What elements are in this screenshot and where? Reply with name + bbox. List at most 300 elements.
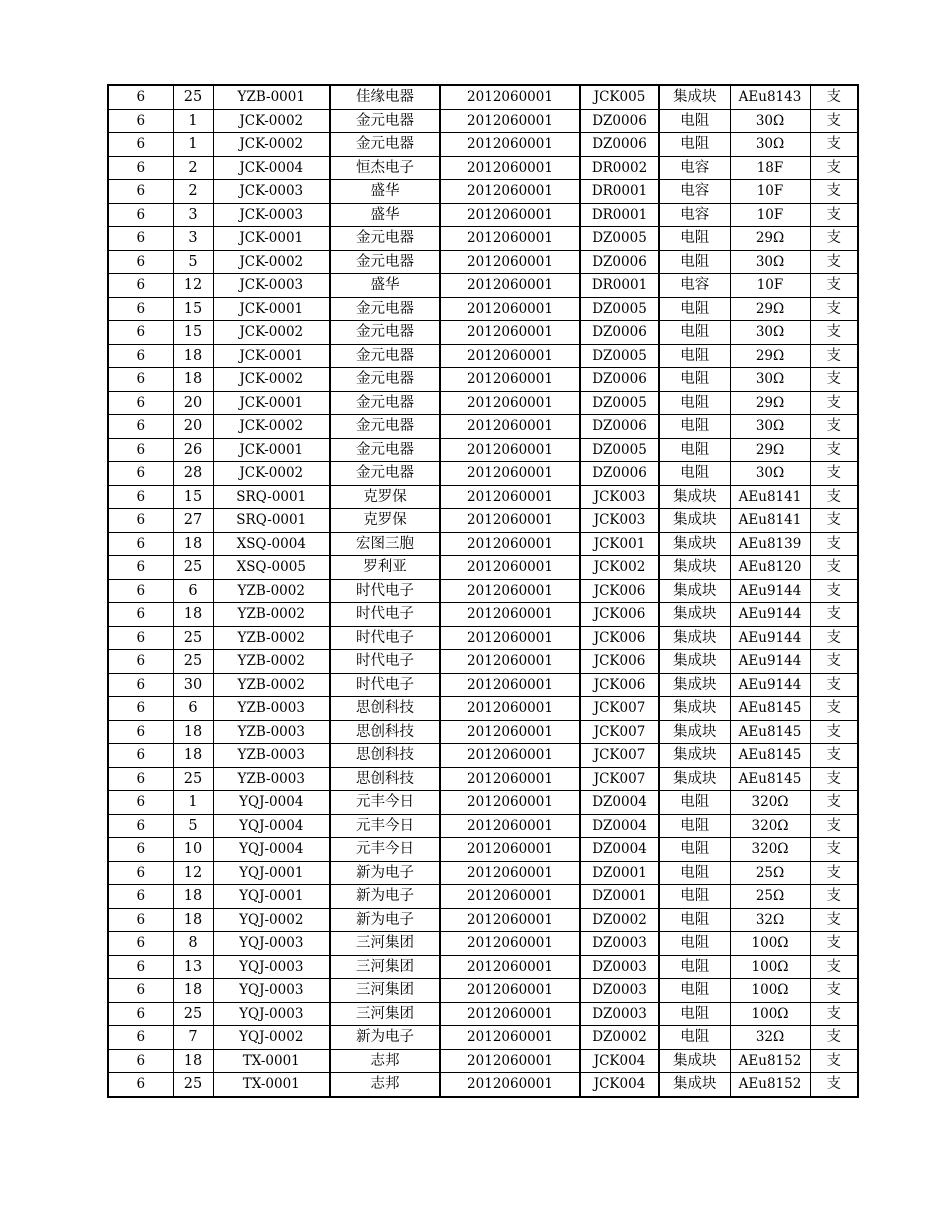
spec-cell: AEu8145	[730, 744, 810, 768]
spec-cell: AEu8145	[730, 697, 810, 721]
table-row	[108, 415, 858, 439]
order-number-cell: 2012060001	[440, 368, 580, 392]
supplier-name-cell: 佳缘电器	[330, 85, 440, 109]
supplier-name-cell: 新为电子	[330, 1026, 440, 1050]
order-number-cell: 2012060001	[440, 744, 580, 768]
supplier-name-cell: 三河集团	[330, 955, 440, 979]
month-cell: 6	[108, 1049, 173, 1073]
part-code-cell: DZ0003	[580, 932, 659, 956]
unit-cell: 支	[810, 203, 858, 227]
table-row	[108, 791, 858, 815]
part-type-cell: 电容	[659, 180, 730, 204]
customer-code-cell: JCK-0001	[213, 227, 330, 251]
part-type-cell: 电阻	[659, 297, 730, 321]
supplier-name-cell: 罗利亚	[330, 556, 440, 580]
order-number-cell: 2012060001	[440, 297, 580, 321]
unit-cell: 支	[810, 438, 858, 462]
table-row	[108, 720, 858, 744]
table-row	[108, 673, 858, 697]
part-type-cell: 集成块	[659, 485, 730, 509]
spec-cell: 30Ω	[730, 321, 810, 345]
day-cell: 18	[173, 885, 213, 909]
day-cell: 18	[173, 344, 213, 368]
order-number-cell: 2012060001	[440, 203, 580, 227]
table-row	[108, 85, 858, 109]
table-row	[108, 861, 858, 885]
table-row	[108, 744, 858, 768]
spec-cell: AEu8152	[730, 1073, 810, 1097]
part-type-cell: 电阻	[659, 133, 730, 157]
day-cell: 12	[173, 274, 213, 298]
part-code-cell: DZ0006	[580, 321, 659, 345]
supplier-name-cell: 恒杰电子	[330, 156, 440, 180]
month-cell: 6	[108, 344, 173, 368]
part-type-cell: 电阻	[659, 438, 730, 462]
customer-code-cell: YQJ-0002	[213, 1026, 330, 1050]
supplier-name-cell: 金元电器	[330, 133, 440, 157]
part-code-cell: JCK006	[580, 603, 659, 627]
supplier-name-cell: 思创科技	[330, 744, 440, 768]
table-row	[108, 932, 858, 956]
part-type-cell: 集成块	[659, 650, 730, 674]
customer-code-cell: YQJ-0004	[213, 814, 330, 838]
table-row	[108, 1026, 858, 1050]
part-code-cell: DZ0003	[580, 1002, 659, 1026]
day-cell: 25	[173, 1002, 213, 1026]
unit-cell: 支	[810, 485, 858, 509]
customer-code-cell: YZB-0002	[213, 579, 330, 603]
order-number-cell: 2012060001	[440, 1073, 580, 1097]
customer-code-cell: TX-0001	[213, 1073, 330, 1097]
month-cell: 6	[108, 579, 173, 603]
part-code-cell: DZ0004	[580, 791, 659, 815]
unit-cell: 支	[810, 344, 858, 368]
day-cell: 1	[173, 791, 213, 815]
supplier-name-cell: 盛华	[330, 274, 440, 298]
customer-code-cell: YZB-0003	[213, 767, 330, 791]
spec-cell: AEu8141	[730, 485, 810, 509]
part-type-cell: 电阻	[659, 1002, 730, 1026]
spec-cell: 29Ω	[730, 391, 810, 415]
month-cell: 6	[108, 650, 173, 674]
supplier-name-cell: 盛华	[330, 203, 440, 227]
customer-code-cell: YQJ-0001	[213, 861, 330, 885]
supplier-name-cell: 思创科技	[330, 697, 440, 721]
month-cell: 6	[108, 979, 173, 1003]
part-code-cell: DZ0006	[580, 462, 659, 486]
supplier-name-cell: 金元电器	[330, 438, 440, 462]
day-cell: 28	[173, 462, 213, 486]
supplier-name-cell: 金元电器	[330, 297, 440, 321]
part-type-cell: 电容	[659, 203, 730, 227]
part-code-cell: DR0002	[580, 156, 659, 180]
customer-code-cell: YZB-0003	[213, 697, 330, 721]
supplier-name-cell: 志邦	[330, 1049, 440, 1073]
customer-code-cell: JCK-0001	[213, 297, 330, 321]
table-row	[108, 814, 858, 838]
part-type-cell: 电阻	[659, 344, 730, 368]
table-row	[108, 180, 858, 204]
supplier-name-cell: 克罗保	[330, 485, 440, 509]
spec-cell: 10F	[730, 274, 810, 298]
supplier-name-cell: 元丰今日	[330, 838, 440, 862]
table-row	[108, 908, 858, 932]
part-code-cell: JCK003	[580, 509, 659, 533]
part-type-cell: 电阻	[659, 932, 730, 956]
unit-cell: 支	[810, 368, 858, 392]
part-type-cell: 电阻	[659, 321, 730, 345]
spec-cell: 25Ω	[730, 885, 810, 909]
supplier-name-cell: 时代电子	[330, 626, 440, 650]
order-number-cell: 2012060001	[440, 979, 580, 1003]
table-row	[108, 1073, 858, 1097]
part-code-cell: JCK007	[580, 767, 659, 791]
part-code-cell: JCK006	[580, 650, 659, 674]
part-code-cell: DZ0005	[580, 227, 659, 251]
order-number-cell: 2012060001	[440, 1026, 580, 1050]
unit-cell: 支	[810, 955, 858, 979]
part-code-cell: DZ0002	[580, 1026, 659, 1050]
customer-code-cell: YZB-0003	[213, 744, 330, 768]
part-type-cell: 集成块	[659, 1073, 730, 1097]
month-cell: 6	[108, 673, 173, 697]
month-cell: 6	[108, 720, 173, 744]
order-number-cell: 2012060001	[440, 156, 580, 180]
customer-code-cell: TX-0001	[213, 1049, 330, 1073]
supplier-name-cell: 金元电器	[330, 321, 440, 345]
day-cell: 18	[173, 744, 213, 768]
order-number-cell: 2012060001	[440, 250, 580, 274]
part-type-cell: 集成块	[659, 626, 730, 650]
unit-cell: 支	[810, 626, 858, 650]
table-row	[108, 133, 858, 157]
unit-cell: 支	[810, 767, 858, 791]
supplier-name-cell: 金元电器	[330, 227, 440, 251]
month-cell: 6	[108, 814, 173, 838]
part-type-cell: 电阻	[659, 391, 730, 415]
part-code-cell: DZ0001	[580, 861, 659, 885]
day-cell: 30	[173, 673, 213, 697]
order-number-cell: 2012060001	[440, 1049, 580, 1073]
table-row	[108, 391, 858, 415]
unit-cell: 支	[810, 744, 858, 768]
order-number-cell: 2012060001	[440, 908, 580, 932]
supplier-name-cell: 金元电器	[330, 391, 440, 415]
order-number-cell: 2012060001	[440, 932, 580, 956]
order-number-cell: 2012060001	[440, 814, 580, 838]
part-code-cell: DZ0004	[580, 814, 659, 838]
spec-cell: AEu8139	[730, 532, 810, 556]
order-number-cell: 2012060001	[440, 438, 580, 462]
part-type-cell: 集成块	[659, 556, 730, 580]
table-row	[108, 838, 858, 862]
spec-cell: AEu8143	[730, 85, 810, 109]
part-code-cell: JCK007	[580, 697, 659, 721]
customer-code-cell: YZB-0002	[213, 673, 330, 697]
order-number-cell: 2012060001	[440, 274, 580, 298]
customer-code-cell: YQJ-0003	[213, 979, 330, 1003]
day-cell: 7	[173, 1026, 213, 1050]
table-row	[108, 979, 858, 1003]
unit-cell: 支	[810, 979, 858, 1003]
supplier-name-cell: 金元电器	[330, 344, 440, 368]
customer-code-cell: YQJ-0003	[213, 955, 330, 979]
spec-cell: AEu9144	[730, 626, 810, 650]
spec-cell: 320Ω	[730, 791, 810, 815]
customer-code-cell: SRQ-0001	[213, 509, 330, 533]
spec-cell: 100Ω	[730, 932, 810, 956]
supplier-name-cell: 盛华	[330, 180, 440, 204]
spec-cell: 100Ω	[730, 955, 810, 979]
day-cell: 1	[173, 133, 213, 157]
supplier-name-cell: 时代电子	[330, 650, 440, 674]
table-row	[108, 438, 858, 462]
day-cell: 25	[173, 85, 213, 109]
spec-cell: 320Ω	[730, 838, 810, 862]
order-number-cell: 2012060001	[440, 321, 580, 345]
part-type-cell: 集成块	[659, 579, 730, 603]
table-row	[108, 109, 858, 133]
part-type-cell: 集成块	[659, 720, 730, 744]
table-row	[108, 368, 858, 392]
month-cell: 6	[108, 885, 173, 909]
table-row	[108, 297, 858, 321]
day-cell: 1	[173, 109, 213, 133]
month-cell: 6	[108, 438, 173, 462]
table-row	[108, 1049, 858, 1073]
spec-cell: 29Ω	[730, 227, 810, 251]
order-number-cell: 2012060001	[440, 556, 580, 580]
customer-code-cell: YZB-0002	[213, 626, 330, 650]
supplier-name-cell: 思创科技	[330, 720, 440, 744]
spec-cell: AEu9144	[730, 650, 810, 674]
month-cell: 6	[108, 321, 173, 345]
table-row	[108, 250, 858, 274]
spec-cell: AEu8145	[730, 767, 810, 791]
part-code-cell: DZ0006	[580, 368, 659, 392]
part-type-cell: 电阻	[659, 979, 730, 1003]
month-cell: 6	[108, 744, 173, 768]
month-cell: 6	[108, 532, 173, 556]
spec-cell: AEu8145	[730, 720, 810, 744]
supplier-name-cell: 金元电器	[330, 109, 440, 133]
part-type-cell: 电阻	[659, 368, 730, 392]
supplier-name-cell: 志邦	[330, 1073, 440, 1097]
part-code-cell: JCK004	[580, 1049, 659, 1073]
supplier-name-cell: 克罗保	[330, 509, 440, 533]
table-row	[108, 462, 858, 486]
month-cell: 6	[108, 297, 173, 321]
supplier-name-cell: 金元电器	[330, 415, 440, 439]
part-code-cell: JCK007	[580, 720, 659, 744]
customer-code-cell: JCK-0002	[213, 250, 330, 274]
customer-code-cell: XSQ-0004	[213, 532, 330, 556]
month-cell: 6	[108, 955, 173, 979]
unit-cell: 支	[810, 720, 858, 744]
month-cell: 6	[108, 697, 173, 721]
unit-cell: 支	[810, 391, 858, 415]
order-number-cell: 2012060001	[440, 532, 580, 556]
part-code-cell: DZ0006	[580, 133, 659, 157]
unit-cell: 支	[810, 861, 858, 885]
day-cell: 18	[173, 603, 213, 627]
part-type-cell: 集成块	[659, 532, 730, 556]
supplier-name-cell: 新为电子	[330, 885, 440, 909]
order-number-cell: 2012060001	[440, 650, 580, 674]
supplier-name-cell: 思创科技	[330, 767, 440, 791]
month-cell: 6	[108, 1073, 173, 1097]
supplier-name-cell: 元丰今日	[330, 814, 440, 838]
unit-cell: 支	[810, 415, 858, 439]
supplier-name-cell: 新为电子	[330, 861, 440, 885]
part-type-cell: 集成块	[659, 603, 730, 627]
day-cell: 20	[173, 415, 213, 439]
month-cell: 6	[108, 603, 173, 627]
table-row	[108, 626, 858, 650]
part-type-cell: 电阻	[659, 109, 730, 133]
month-cell: 6	[108, 203, 173, 227]
table-row	[108, 1002, 858, 1026]
customer-code-cell: JCK-0002	[213, 415, 330, 439]
order-number-cell: 2012060001	[440, 133, 580, 157]
table-row	[108, 603, 858, 627]
customer-code-cell: JCK-0002	[213, 462, 330, 486]
month-cell: 6	[108, 791, 173, 815]
table-row	[108, 650, 858, 674]
part-code-cell: DZ0005	[580, 438, 659, 462]
month-cell: 6	[108, 227, 173, 251]
day-cell: 25	[173, 626, 213, 650]
month-cell: 6	[108, 1002, 173, 1026]
order-number-cell: 2012060001	[440, 767, 580, 791]
part-code-cell: JCK003	[580, 485, 659, 509]
customer-code-cell: YQJ-0001	[213, 885, 330, 909]
spec-cell: AEu8120	[730, 556, 810, 580]
month-cell: 6	[108, 626, 173, 650]
spec-cell: 29Ω	[730, 438, 810, 462]
unit-cell: 支	[810, 603, 858, 627]
supplier-name-cell: 元丰今日	[330, 791, 440, 815]
spec-cell: 32Ω	[730, 908, 810, 932]
order-number-cell: 2012060001	[440, 885, 580, 909]
unit-cell: 支	[810, 932, 858, 956]
day-cell: 25	[173, 556, 213, 580]
month-cell: 6	[108, 932, 173, 956]
month-cell: 6	[108, 85, 173, 109]
table-row	[108, 321, 858, 345]
part-code-cell: DZ0001	[580, 885, 659, 909]
order-number-cell: 2012060001	[440, 509, 580, 533]
unit-cell: 支	[810, 650, 858, 674]
unit-cell: 支	[810, 180, 858, 204]
part-type-cell: 电阻	[659, 814, 730, 838]
order-number-cell: 2012060001	[440, 861, 580, 885]
spec-cell: 30Ω	[730, 133, 810, 157]
table-row	[108, 532, 858, 556]
unit-cell: 支	[810, 1073, 858, 1097]
part-type-cell: 电阻	[659, 838, 730, 862]
part-code-cell: JCK004	[580, 1073, 659, 1097]
unit-cell: 支	[810, 274, 858, 298]
part-code-cell: DZ0002	[580, 908, 659, 932]
spec-cell: 30Ω	[730, 250, 810, 274]
table-row	[108, 274, 858, 298]
spec-cell: 25Ω	[730, 861, 810, 885]
month-cell: 6	[108, 861, 173, 885]
order-number-cell: 2012060001	[440, 791, 580, 815]
part-code-cell: DR0001	[580, 203, 659, 227]
customer-code-cell: YQJ-0004	[213, 838, 330, 862]
part-code-cell: DZ0005	[580, 297, 659, 321]
part-type-cell: 电容	[659, 274, 730, 298]
unit-cell: 支	[810, 85, 858, 109]
customer-code-cell: YZB-0001	[213, 85, 330, 109]
unit-cell: 支	[810, 673, 858, 697]
month-cell: 6	[108, 250, 173, 274]
customer-code-cell: XSQ-0005	[213, 556, 330, 580]
customer-code-cell: JCK-0002	[213, 109, 330, 133]
unit-cell: 支	[810, 791, 858, 815]
customer-code-cell: JCK-0002	[213, 368, 330, 392]
order-number-cell: 2012060001	[440, 344, 580, 368]
part-type-cell: 集成块	[659, 85, 730, 109]
part-code-cell: DZ0003	[580, 955, 659, 979]
unit-cell: 支	[810, 814, 858, 838]
supplier-name-cell: 时代电子	[330, 673, 440, 697]
part-type-cell: 电阻	[659, 885, 730, 909]
spec-cell: 29Ω	[730, 297, 810, 321]
day-cell: 3	[173, 227, 213, 251]
order-number-cell: 2012060001	[440, 673, 580, 697]
month-cell: 6	[108, 556, 173, 580]
spec-cell: 10F	[730, 180, 810, 204]
supplier-name-cell: 时代电子	[330, 579, 440, 603]
table-row	[108, 509, 858, 533]
day-cell: 18	[173, 1049, 213, 1073]
spec-cell: 100Ω	[730, 1002, 810, 1026]
unit-cell: 支	[810, 227, 858, 251]
table-row	[108, 579, 858, 603]
table-row	[108, 697, 858, 721]
customer-code-cell: JCK-0002	[213, 133, 330, 157]
customer-code-cell: YZB-0003	[213, 720, 330, 744]
table-row	[108, 227, 858, 251]
unit-cell: 支	[810, 297, 858, 321]
month-cell: 6	[108, 133, 173, 157]
table-row	[108, 885, 858, 909]
unit-cell: 支	[810, 1049, 858, 1073]
part-code-cell: DZ0005	[580, 344, 659, 368]
supplier-name-cell: 金元电器	[330, 368, 440, 392]
month-cell: 6	[108, 509, 173, 533]
supplier-name-cell: 金元电器	[330, 250, 440, 274]
day-cell: 26	[173, 438, 213, 462]
part-type-cell: 电阻	[659, 861, 730, 885]
day-cell: 8	[173, 932, 213, 956]
order-number-cell: 2012060001	[440, 603, 580, 627]
order-number-cell: 2012060001	[440, 955, 580, 979]
spec-cell: 30Ω	[730, 415, 810, 439]
customer-code-cell: JCK-0004	[213, 156, 330, 180]
day-cell: 2	[173, 156, 213, 180]
unit-cell: 支	[810, 462, 858, 486]
day-cell: 6	[173, 579, 213, 603]
day-cell: 2	[173, 180, 213, 204]
day-cell: 5	[173, 814, 213, 838]
spec-cell: 18F	[730, 156, 810, 180]
unit-cell: 支	[810, 885, 858, 909]
data-table	[107, 84, 859, 1098]
